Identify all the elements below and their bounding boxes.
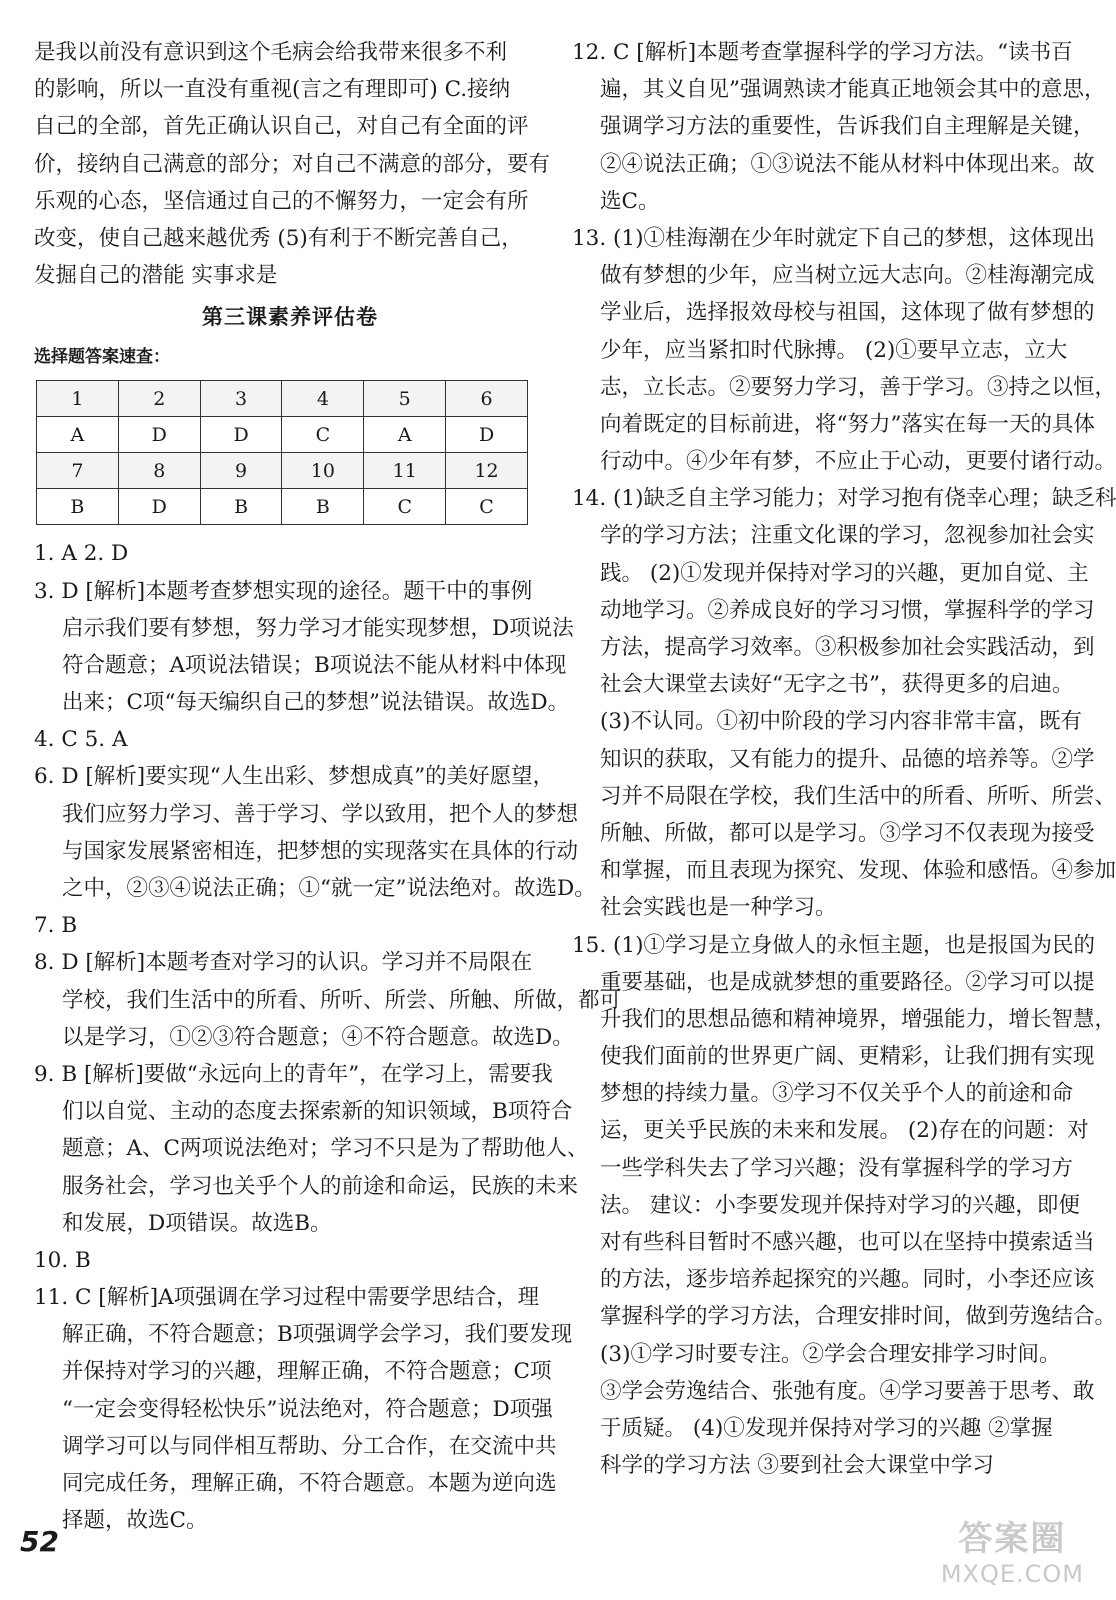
question-number-cell: 5	[364, 381, 446, 417]
text-line: 13. (1)①桂海潮在少年时就定下自己的梦想，这体现出	[572, 225, 1095, 251]
question-number-cell: 1	[37, 381, 119, 417]
table-row	[37, 489, 528, 525]
text-line: (3)不认同。①初中阶段的学习内容非常丰富，既有	[600, 709, 1082, 735]
left-column	[34, 34, 622, 1539]
text-line: 强调学习方法的重要性，告诉我们自主理解是关键，	[600, 114, 1095, 140]
question-number-cell: 2	[118, 381, 200, 417]
text-line: 的方法，逐步培养起探究的兴趣。同时，小李还应该	[600, 1267, 1095, 1293]
answer-explanations-right	[572, 34, 1116, 1484]
right-column	[572, 34, 1116, 1484]
answer-cell: A	[364, 417, 446, 453]
text-line: 学业后，选择报效母校与祖国，这体现了做有梦想的	[600, 300, 1095, 326]
text-line: 10. B	[34, 1247, 91, 1273]
text-line: 服务社会，学习也关乎个人的前途和命运，民族的未来	[62, 1173, 579, 1199]
text-line: “一定会变得轻松快乐”说法绝对，符合题意；D项强	[62, 1396, 553, 1422]
question-number-cell: 6	[446, 381, 528, 417]
text-line: 社会大课堂去读好“无字之书”，获得更多的启迪。	[600, 672, 1074, 698]
text-line: 学校，我们生活中的所看、所听、所尝、所触、所做，都可	[62, 987, 622, 1013]
text-line: 符合题意；A项说法错误；B项说法不能从材料中体现	[62, 652, 567, 678]
text-line: 之中，②③④说法正确；①“就一定”说法绝对。故选D。	[62, 876, 596, 901]
question-number-cell: 12	[446, 453, 528, 489]
table-row	[37, 417, 528, 453]
text-line: 运，更关乎民族的未来和发展。 (2)存在的问题：对	[600, 1118, 1089, 1144]
section-title: 第三课素养评估卷	[202, 305, 378, 330]
answer-cell: A	[37, 417, 119, 453]
text-line: (3)①学习时要专注。②学会合理安排学习时间。	[600, 1341, 1061, 1367]
text-line: 解正确，不符合题意；B项强调学会学习，我们要发现	[62, 1322, 573, 1348]
text-line: 遍，其义自见”强调熟读才能真正地领会其中的意思，	[600, 77, 1106, 103]
text-line: 11. C [解析]A项强调在学习过程中需要学思结合，理	[34, 1285, 540, 1311]
continued-answer	[34, 34, 551, 294]
text-line: 发掘自己的潜能 实事求是	[34, 263, 278, 289]
question-number-cell: 3	[200, 381, 282, 417]
text-line: 法。 建议：小李要发现并保持对学习的兴趣，即便	[600, 1192, 1080, 1218]
question-number-cell: 8	[118, 453, 200, 489]
answer-cell: C	[282, 417, 364, 453]
answer-cell: D	[118, 489, 200, 525]
text-line: 与国家发展紧密相连，把梦想的实现落实在具体的行动	[62, 838, 579, 864]
answer-cell: B	[200, 489, 282, 525]
text-line: 择题，故选C。	[62, 1508, 208, 1534]
text-line: 们以自觉、主动的态度去探索新的知识领域，B项符合	[62, 1099, 573, 1125]
text-line: 使我们面前的世界更广阔、更精彩，让我们拥有实现	[600, 1044, 1095, 1070]
answer-cell: B	[282, 489, 364, 525]
text-line: 践。 (2)①发现并保持对学习的兴趣，更加自觉、主	[600, 560, 1089, 586]
text-line: 1. A 2. D	[34, 541, 129, 567]
question-number-cell: 4	[282, 381, 364, 417]
text-line: 和发展，D项错误。故选B。	[62, 1210, 332, 1236]
watermark-url: MXQE.COM	[940, 1560, 1084, 1588]
text-line: 8. D [解析]本题考查对学习的认识。学习并不局限在	[34, 950, 533, 976]
text-line: 志，立长志。②要努力学习，善于学习。③持之以恒，	[600, 374, 1116, 400]
text-line: 的影响，所以一直没有重视(言之有理即可) C.接纳	[34, 77, 511, 103]
text-line: 7. B	[34, 913, 78, 939]
question-number-cell: 9	[200, 453, 282, 489]
text-line: ③学会劳逸结合、张弛有度。④学习要善于思考、敢	[600, 1378, 1095, 1404]
text-line: 一些学科失去了学习兴趣；没有掌握科学的学习方	[600, 1155, 1074, 1181]
text-line: 动地学习。②养成良好的学习习惯，掌握科学的学习	[600, 597, 1095, 623]
text-line: 是我以前没有意识到这个毛病会给我带来很多不利	[34, 40, 508, 65]
text-line: 选C。	[600, 188, 660, 214]
text-line: 对有些科目暂时不感兴趣，也可以在坚持中摸索适当	[600, 1230, 1095, 1255]
answer-table	[36, 380, 528, 525]
text-line: 12. C [解析]本题考查掌握科学的学习方法。“读书百	[572, 40, 1073, 65]
text-line: 题意；A、C两项说法绝对；学习不只是为了帮助他人、	[62, 1136, 589, 1162]
text-line: 乐观的心态，坚信通过自己的不懈努力，一定会有所	[34, 188, 529, 214]
text-line: 出来；C项“每天编织自己的梦想”说法错误。故选D。	[62, 690, 570, 716]
text-line: 改变，使自己越来越优秀 (5)有利于不断完善自己，	[34, 225, 523, 251]
text-line: 以是学习，①②③符合题意；④不符合题意。故选D。	[62, 1024, 574, 1050]
text-line: 6. D [解析]要实现“人生出彩、梦想成真”的美好愿望，	[34, 764, 555, 790]
text-line: 并保持对学习的兴趣，理解正确，不符合题意；C项	[62, 1359, 552, 1385]
text-line: 向着既定的目标前进，将“努力”落实在每一天的具体	[600, 411, 1095, 437]
text-line: 所触、所做，都可以是学习。③学习不仅表现为接受	[600, 820, 1095, 846]
text-line: 升我们的思想品德和精神境界，增强能力，增长智慧，	[600, 1006, 1116, 1032]
text-line: 少年，应当紧扣时代脉搏。 (2)①要早立志，立大	[600, 337, 1068, 363]
text-line: 社会实践也是一种学习。	[600, 895, 837, 921]
text-line: 价，接纳自己满意的部分；对自己不满意的部分，要有	[34, 151, 551, 177]
text-line: 调学习可以与同伴相互帮助、分工合作，在交流中共	[62, 1433, 557, 1459]
text-line: 自己的全部，首先正确认识自己，对自己有全面的评	[34, 114, 529, 140]
watermark-logo: 答案圈	[958, 1519, 1067, 1559]
table-row	[37, 453, 528, 489]
answer-cell: D	[200, 417, 282, 453]
answer-explanations	[34, 535, 622, 1539]
text-line: 14. (1)缺乏自主学习能力；对学习抱有侥幸心理；缺乏科	[572, 486, 1116, 512]
text-line: ②④说法正确；①③说法不能从材料中体现出来。故	[600, 151, 1095, 177]
page-number: 52	[20, 1525, 59, 1558]
text-line: 同完成任务，理解正确，不符合题意。本题为逆向选	[62, 1471, 557, 1496]
text-line: 3. D [解析]本题考查梦想实现的途径。题干中的事例	[34, 578, 533, 604]
text-line: 启示我们要有梦想，努力学习才能实现梦想，D项说法	[62, 615, 574, 641]
answer-cell: D	[118, 417, 200, 453]
question-number-cell: 11	[364, 453, 446, 489]
text-line: 4. C 5. A	[34, 727, 128, 753]
text-line: 行动中。④少年有梦，不应止于心动，更要付诸行动。	[600, 449, 1116, 475]
text-line: 方法，提高学习效率。③积极参加社会实践活动，到	[600, 635, 1095, 660]
text-line: 科学的学习方法 ③要到社会大课堂中学习	[600, 1453, 994, 1479]
table-caption: 选择题答案速查：	[34, 347, 170, 368]
text-line: 和掌握，而且表现为探究、发现、体验和感悟。④参加	[600, 858, 1116, 884]
answer-cell: C	[364, 489, 446, 525]
question-number-cell: 7	[37, 453, 119, 489]
text-line: 习并不局限在学校，我们生活中的所看、所听、所尝、	[600, 783, 1116, 809]
watermark	[941, 1511, 1084, 1588]
text-line: 于质疑。 (4)①发现并保持对学习的兴趣 ②掌握	[600, 1415, 1053, 1441]
text-line: 梦想的持续力量。③学习不仅关乎个人的前途和命	[600, 1081, 1074, 1107]
question-number-cell: 10	[282, 453, 364, 489]
text-line: 知识的获取，又有能力的提升、品德的培养等。②学	[600, 746, 1095, 772]
text-line: 15. (1)①学习是立身做人的永恒主题，也是报国为民的	[572, 932, 1095, 958]
answer-cell: B	[37, 489, 119, 525]
text-line: 重要基础，也是成就梦想的重要路径。②学习可以提	[600, 969, 1095, 995]
text-line: 9. B [解析]要做“永远向上的青年”，在学习上，需要我	[34, 1061, 553, 1087]
text-line: 学的学习方法；注重文化课的学习，忽视参加社会实	[600, 523, 1095, 549]
table-row	[37, 381, 528, 417]
text-line: 掌握科学的学习方法，合理安排时间，做到劳逸结合。	[600, 1304, 1116, 1330]
text-line: 做有梦想的少年，应当树立远大志向。②桂海潮完成	[600, 263, 1095, 289]
answer-cell: C	[446, 489, 528, 525]
answer-cell: D	[446, 417, 528, 453]
text-line: 我们应努力学习、善于学习、学以致用，把个人的梦想	[62, 801, 579, 827]
